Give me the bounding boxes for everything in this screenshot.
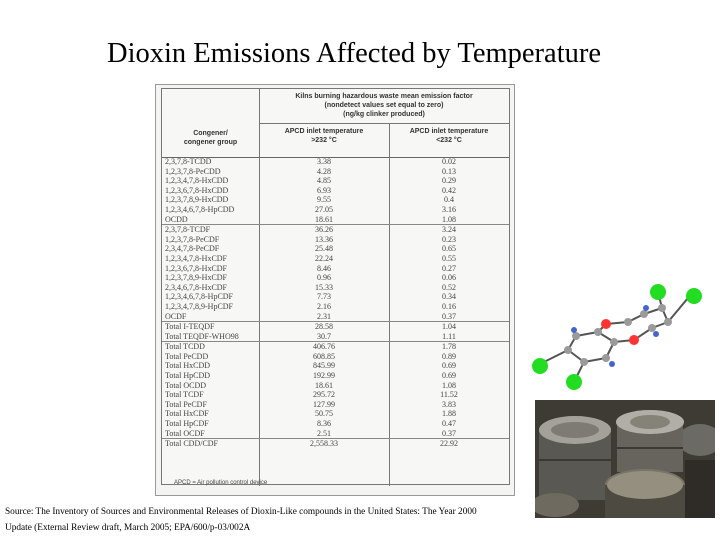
table-row	[162, 429, 509, 439]
table-row	[162, 264, 509, 274]
table-row	[162, 352, 509, 362]
congener-name: Total OCDF	[165, 428, 205, 438]
cold-value: 3.24	[442, 225, 456, 235]
source-line: Source: The Inventory of Sources and Environmental Releases of Dioxin-Like compounds in the United States: The Year 2000	[5, 507, 477, 517]
table-body	[162, 157, 509, 449]
congener-name: Total I-TEQDF	[165, 322, 215, 332]
cold-value: 1.88	[442, 409, 456, 419]
source-citation	[5, 505, 525, 536]
hot-value: 4.28	[317, 166, 331, 176]
table-footnote: APCD = Air pollution control device	[174, 480, 268, 486]
congener-name: 1,2,3,4,7,8-HxCDD	[165, 176, 229, 186]
header-line: APCD inlet temperature	[284, 128, 364, 135]
congener-name: Total OCDD	[165, 380, 206, 390]
cold-value: 0.34	[442, 292, 456, 302]
table-row	[162, 215, 509, 225]
cold-value: 1.08	[442, 380, 456, 390]
congener-name: 1,2,3,6,7,8-HxCDD	[165, 185, 229, 195]
cold-value: 0.06	[442, 273, 456, 283]
congener-column-header	[162, 129, 259, 147]
hot-value: 4.85	[317, 176, 331, 186]
table-frame	[161, 88, 510, 485]
cold-value: 3.16	[442, 204, 456, 214]
hot-value: 13.36	[315, 234, 333, 244]
hot-value: 27.05	[315, 204, 333, 214]
congener-name: Total TEQDF-WHO98	[165, 331, 239, 341]
cold-value: 0.37	[442, 428, 456, 438]
congener-name: 2,3,7,8-TCDF	[165, 225, 211, 235]
table-row	[162, 167, 509, 177]
cold-value: 0.47	[442, 419, 456, 429]
congener-name: OCDF	[165, 311, 187, 321]
cold-value: 1.08	[442, 214, 456, 224]
hot-value: 127.99	[313, 399, 335, 409]
hot-value: 36.26	[315, 225, 333, 235]
table-row	[162, 224, 509, 235]
header-line: >232 °C	[311, 137, 337, 144]
hot-value: 6.93	[317, 185, 331, 195]
hot-value: 845.99	[313, 361, 335, 371]
dioxin-molecule-image	[528, 278, 713, 390]
congener-name: Total HxCDD	[165, 361, 210, 371]
cold-value: 3.83	[442, 399, 456, 409]
cold-value: 0.4	[444, 195, 454, 205]
slide-title: Dioxin Emissions Affected by Temperature	[106, 38, 602, 69]
cold-value: 1.04	[442, 322, 456, 332]
hot-value: 7.73	[317, 292, 331, 302]
congener-name: Total HpCDF	[165, 419, 209, 429]
table-header	[162, 89, 509, 158]
table-row	[162, 390, 509, 400]
congener-name: 1,2,3,7,8,9-HxCDD	[165, 195, 229, 205]
table-row	[162, 400, 509, 410]
hot-value: 18.61	[315, 380, 333, 390]
congener-name: OCDD	[165, 214, 188, 224]
table-row	[162, 332, 509, 342]
hot-value: 50.75	[315, 409, 333, 419]
hot-value: 2,558.33	[310, 439, 338, 449]
header-line: congener group	[183, 139, 238, 146]
table-row	[162, 438, 509, 449]
cold-value: 0.52	[442, 282, 456, 292]
cold-value: 0.13	[442, 166, 456, 176]
hot-value: 2.16	[317, 301, 331, 311]
cold-value: 0.27	[442, 263, 456, 273]
cold-value: 0.55	[442, 253, 456, 263]
congener-name: Total TCDD	[165, 342, 205, 352]
emission-table-image	[155, 84, 515, 496]
congener-name: 2,3,4,6,7,8-HxCDF	[165, 282, 228, 292]
chlorine-atoms	[532, 284, 702, 390]
cold-value: 22.92	[440, 439, 458, 449]
cold-value: 0.02	[442, 157, 456, 166]
congener-name: Total PeCDF	[165, 399, 207, 409]
table-row	[162, 244, 509, 254]
cold-value: 1.78	[442, 342, 456, 352]
source-line: Update (External Review draft, March 2005; EPA/600/p-03/002A	[5, 522, 251, 533]
congener-name: 2,3,7,8-TCDD	[165, 157, 212, 166]
hot-value: 2.51	[317, 428, 331, 438]
waste-drums-photo	[535, 400, 715, 518]
hot-value: 8.46	[317, 263, 331, 273]
hot-value: 2.31	[317, 311, 331, 321]
hot-value: 22.24	[315, 253, 333, 263]
table-row	[162, 205, 509, 215]
congener-name: 1,2,3,4,6,7,8-HpCDD	[165, 204, 235, 214]
table-row	[162, 381, 509, 391]
hot-value: 15.33	[315, 282, 333, 292]
table-row	[162, 302, 509, 312]
cold-value: 11.52	[440, 390, 458, 400]
congener-name: Total PeCDD	[165, 351, 209, 361]
cold-value: 0.16	[442, 301, 456, 311]
group-header-line: (ng/kg clinker produced)	[343, 111, 425, 118]
congener-name: 1,2,3,4,7,8,9-HpCDF	[165, 301, 234, 311]
table-row	[162, 176, 509, 186]
cold-value: 0.42	[442, 185, 456, 195]
congener-name: 1,2,3,4,6,7,8-HpCDF	[165, 292, 234, 302]
table-row	[162, 195, 509, 205]
cold-value: 0.69	[442, 371, 456, 381]
cold-value: 0.37	[442, 311, 456, 321]
hot-value: 295.72	[313, 390, 335, 400]
hot-value: 25.48	[315, 244, 333, 254]
cold-value: 0.89	[442, 351, 456, 361]
table-row	[162, 235, 509, 245]
table-row	[162, 361, 509, 371]
table-row	[162, 283, 509, 293]
hot-value: 0.96	[317, 273, 331, 283]
table-row	[162, 186, 509, 196]
header-line: APCD inlet temperature	[409, 128, 489, 135]
congener-name: Total CDD/CDF	[165, 439, 218, 449]
table-row	[162, 157, 509, 167]
cold-value: 0.69	[442, 361, 456, 371]
hot-value: 9.55	[317, 195, 331, 205]
congener-name: 1,2,3,7,8-PeCDF	[165, 234, 220, 244]
table-row	[162, 254, 509, 264]
congener-name: Total TCDF	[165, 390, 204, 400]
table-row	[162, 419, 509, 429]
congener-name: 1,2,3,7,8,9-HxCDF	[165, 273, 228, 283]
cold-value: 0.65	[442, 244, 456, 254]
hot-value: 30.7	[317, 331, 331, 341]
table-row	[162, 409, 509, 419]
hot-value: 608.85	[313, 351, 335, 361]
congener-name: 1,2,3,7,8-PeCDD	[165, 166, 221, 176]
hot-value: 192.99	[313, 371, 335, 381]
table-row	[162, 312, 509, 322]
congener-name: Total HpCDD	[165, 371, 210, 381]
group-header-line: (nondetect values set equal to zero)	[324, 102, 444, 109]
group-header	[259, 92, 509, 119]
table-row	[162, 292, 509, 302]
header-line: Congener/	[193, 130, 228, 137]
hot-value: 18.61	[315, 214, 333, 224]
hot-value: 406.76	[313, 342, 335, 352]
hot-value: 3.38	[317, 157, 331, 166]
cold-value: 0.29	[442, 176, 456, 186]
table-row	[162, 371, 509, 381]
cold-value: 0.23	[442, 234, 456, 244]
congener-name: Total HxCDF	[165, 409, 209, 419]
hot-value: 28.58	[315, 322, 333, 332]
hot-apcd-column-header	[259, 127, 389, 145]
header-line: <232 °C	[436, 137, 462, 144]
congener-name: 2,3,4,7,8-PeCDF	[165, 244, 220, 254]
congener-name: 1,2,3,4,7,8-HxCDF	[165, 253, 228, 263]
cold-apcd-column-header	[389, 127, 509, 145]
table-row	[162, 273, 509, 283]
group-header-line: Kilns burning hazardous waste mean emission factor	[295, 93, 473, 100]
table-row	[162, 321, 509, 332]
table-row	[162, 341, 509, 352]
cold-value: 1.11	[442, 331, 456, 341]
congener-name: 1,2,3,6,7,8-HxCDF	[165, 263, 228, 273]
hot-value: 8.36	[317, 419, 331, 429]
